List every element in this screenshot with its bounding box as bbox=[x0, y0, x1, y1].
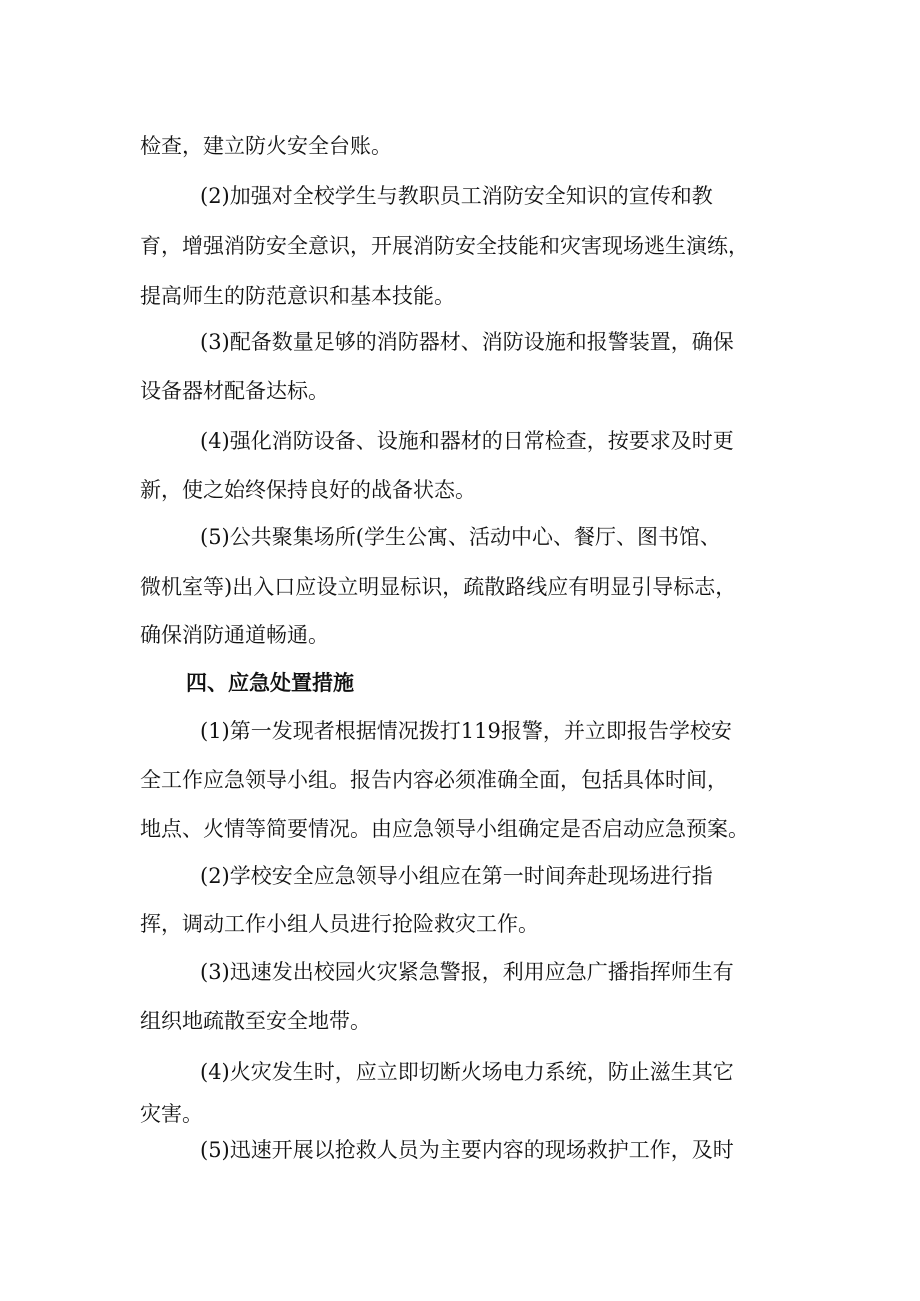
paragraph-first-line: (4)火灾发生时，应立即切断火场电力系统，防止滋生其它 bbox=[200, 1060, 734, 1084]
text-line: 新，使之始终保持良好的战备状态。 bbox=[140, 478, 476, 502]
paragraph-first-line: (3)迅速发出校园火灾紧急警报，利用应急广播指挥师生有 bbox=[200, 960, 734, 984]
text-line: 检查，建立防火安全台账。 bbox=[140, 134, 392, 158]
text-line: 地点、火情等简要情况。由应急领导小组确定是否启动应急预案。 bbox=[140, 817, 749, 841]
text-line: 提高师生的防范意识和基本技能。 bbox=[140, 284, 455, 308]
paragraph-first-line: (4)强化消防设备、设施和器材的日常检查，按要求及时更 bbox=[200, 429, 734, 453]
text-line: 组织地疏散至安全地带。 bbox=[140, 1009, 371, 1033]
text-line: 设备器材配备达标。 bbox=[140, 379, 329, 403]
section-heading: 四、应急处置措施 bbox=[186, 671, 354, 695]
paragraph-first-line: (5)公共聚集场所(学生公寓、活动中心、餐厅、图书馆、 bbox=[200, 525, 721, 549]
text-line: 微机室等)出入口应设立明显标识，疏散路线应有明显引导标志， bbox=[140, 575, 737, 599]
paragraph-first-line: (2)学校安全应急领导小组应在第一时间奔赴现场进行指 bbox=[200, 864, 713, 888]
paragraph-first-line: (3)配备数量足够的消防器材、消防设施和报警装置，确保 bbox=[200, 330, 734, 354]
text-line: 灾害。 bbox=[140, 1102, 203, 1126]
text-line: 全工作应急领导小组。报告内容必须准确全面，包括具体时间， bbox=[140, 768, 728, 792]
text-line: 育，增强消防安全意识，开展消防安全技能和灾害现场逃生演练， bbox=[140, 234, 749, 258]
text-line: 挥，调动工作小组人员进行抢险救灾工作。 bbox=[140, 912, 539, 936]
paragraph-first-line: (5)迅速开展以抢救人员为主要内容的现场救护工作，及时 bbox=[200, 1138, 734, 1162]
text-line: 确保消防通道畅通。 bbox=[140, 623, 329, 647]
paragraph-first-line: (2)加强对全校学生与教职员工消防安全知识的宣传和教 bbox=[200, 184, 713, 208]
paragraph-first-line: (1)第一发现者根据情况拨打119报警，并立即报告学校安 bbox=[200, 719, 732, 743]
